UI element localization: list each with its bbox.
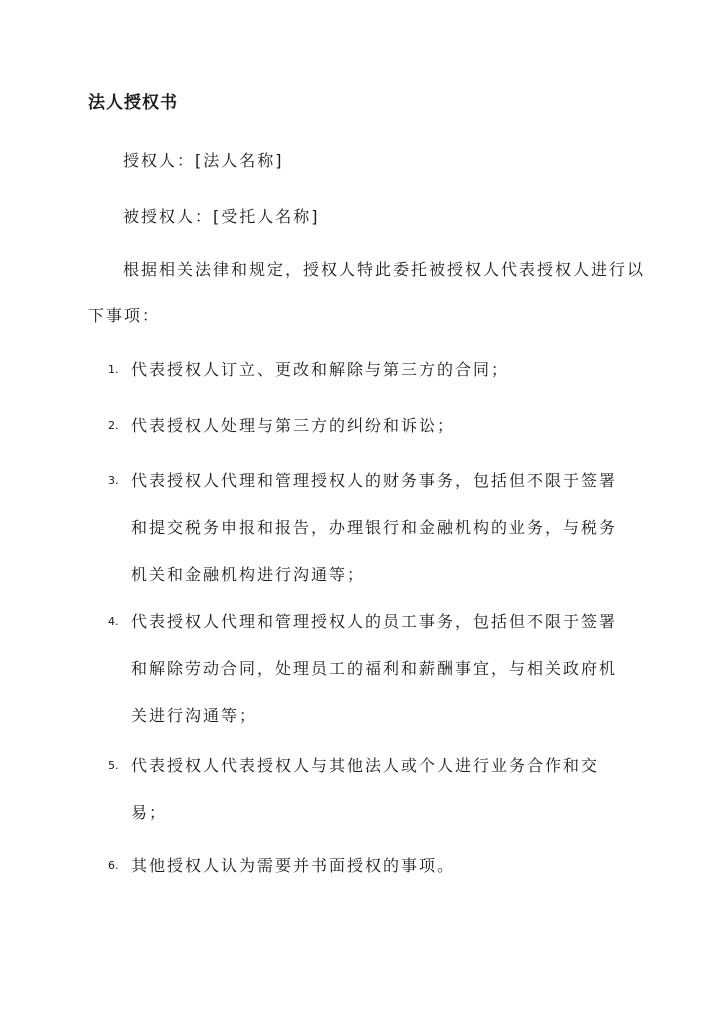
list-item-text: 代表授权人处理与第三方的纠纷和诉讼； [131, 416, 456, 435]
intro-paragraph: 根据相关法律和规定，授权人特此委托被授权人代表授权人进行以下事项： [88, 260, 646, 325]
list-item [108, 842, 628, 889]
list-item-text: 其他授权人认为需要并书面授权的事项。 [131, 856, 456, 875]
grantee-line: 被授权人：[受托人名称] [123, 207, 320, 226]
list-item-text: 代表授权人代表授权人与其他法人或个人进行业务合作和交易； [131, 756, 600, 822]
list-item [108, 402, 628, 449]
grantor-line: 授权人：[法人名称] [123, 151, 284, 170]
list-item [108, 346, 628, 393]
list-item [108, 457, 628, 598]
list-item-number: 5. [108, 759, 119, 772]
list-item-number: 1. [108, 363, 119, 376]
list-item-text: 代表授权人代理和管理授权人的财务事务，包括但不限于签署和提交税务申报和报告，办理银行和金融机构的业务，与税务机关和金融机构进行沟通等； [131, 471, 618, 584]
list-item-number: 2. [108, 419, 119, 432]
list-item [108, 598, 628, 739]
document-title: 法人授权书 [88, 93, 178, 113]
list-item-number: 6. [108, 859, 119, 872]
list-item-text: 代表授权人代理和管理授权人的员工事务，包括但不限于签署和解除劳动合同，处理员工的福利和薪酬事宜，与相关政府机关进行沟通等； [131, 612, 618, 725]
list-item [108, 742, 628, 836]
list-item-number: 3. [108, 474, 119, 487]
list-item-text: 代表授权人订立、更改和解除与第三方的合同； [131, 360, 510, 379]
list-item-number: 4. [108, 615, 119, 628]
